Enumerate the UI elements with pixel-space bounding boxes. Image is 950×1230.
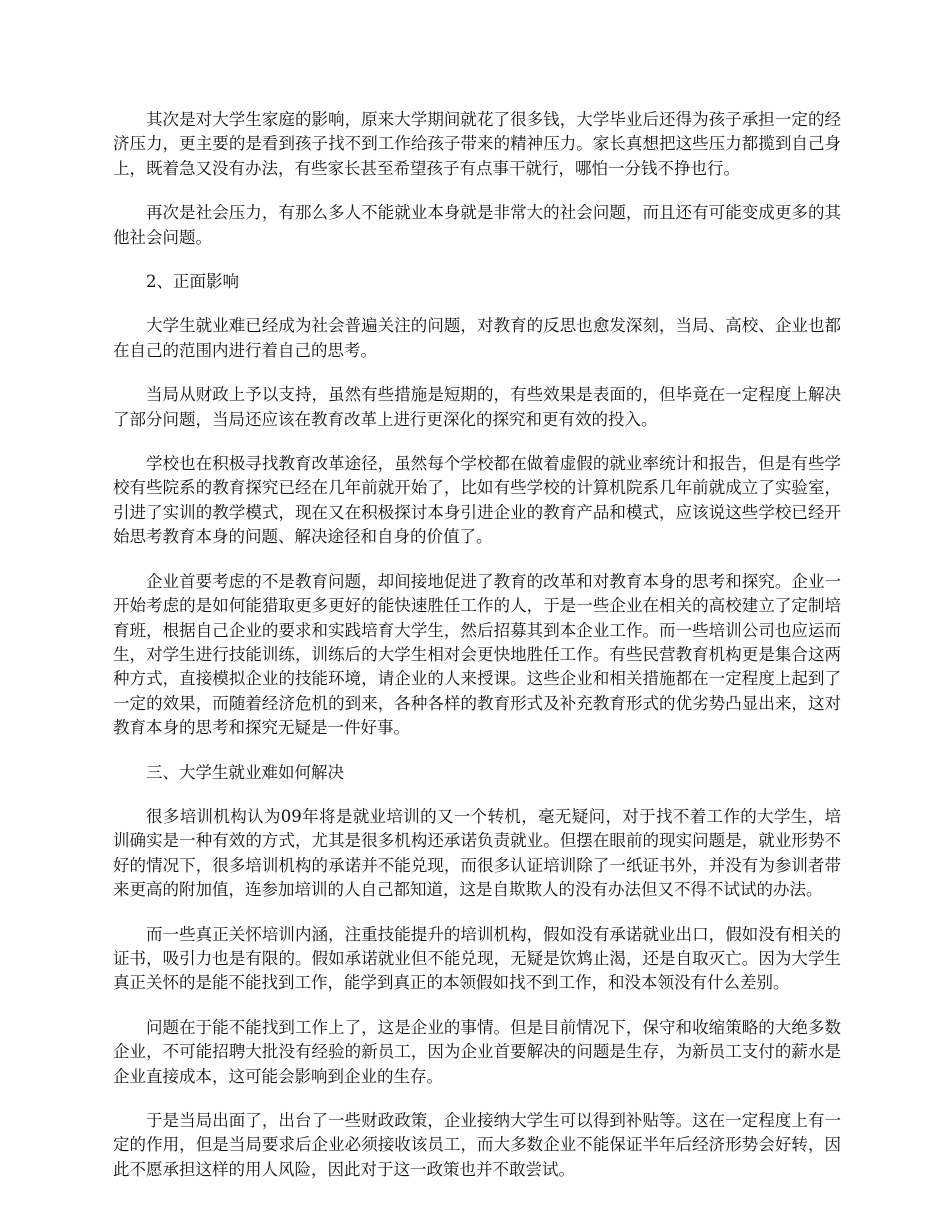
document-page: [113, 108, 841, 1202]
paragraph-reflection: 大学生就业难已经成为社会普遍关注的问题，对教育的反思也愈发深刻，当局、高校、企业也都在自己的范围内进行着自己的思考。: [113, 316, 841, 360]
paragraph-training-institutions: 很多培训机构认为09年将是就业培训的又一个转机，毫无疑问，对于找不着工作的大学生，培训确实是一种有效的方式，尤其是很多机构还承诺负责就业。但摆在眼前的现实问题是，就业形势不好的情况下，很多培训机构的承诺并不能兑现，而很多认证培训除了一纸证书外，并没有为参训者带来更高的附加值，连参加培训的人自己都知道，这是自欺欺人的没有办法但又不得不试试的办法。: [113, 806, 841, 900]
paragraph-school-reform: 学校也在积极寻找教育改革途径，虽然每个学校都在做着虚假的就业率统计和报告，但是有些学校有些院系的教育探究已经在几年前就开始了，比如有些学校的计算机院系几年前就成立了实验室，引进了实训的教学模式，现在又在积极探讨本身引进企业的教育产品和模式，应该说这些学校已经开始思考教育本身的问题、解决途径和自身的价值了。: [113, 454, 841, 547]
paragraph-finding-work: 问题在于能不能找到工作上了，这是企业的事情。但是目前情况下，保守和收缩策略的大绝多数企业，不可能招聘大批没有经验的新员工，因为企业首要解决的问题是生存，为新员工支付的薪水是企业直接成本，这可能会影响到企业的生存。: [113, 1017, 841, 1086]
paragraph-skill-training: 而一些真正关怀培训内涵，注重技能提升的培训机构，假如没有承诺就业出口，假如没有相关的证书，吸引力也是有限的。假如承诺就业但不能兑现，无疑是饮鸩止渴，还是自取灭亡。因为大学生真正关怀的是能不能找到工作，能学到真正的本领假如找不到工作，和没本领没有什么差别。: [113, 924, 841, 993]
paragraph-social-pressure: 再次是社会压力，有那么多人不能就业本身就是非常大的社会问题，而且还有可能变成更多的其他社会问题。: [113, 203, 841, 247]
paragraph-government-support: 当局从财政上予以支持，虽然有些措施是短期的，有些效果是表面的，但毕竟在一定程度上解决了部分问题，当局还应该在教育改革上进行更深化的探究和更有效的投入。: [113, 385, 841, 429]
paragraph-family-impact: 其次是对大学生家庭的影响，原来大学期间就花了很多钱，大学毕业后还得为孩子承担一定的经济压力，更主要的是看到孩子找不到工作给孩子带来的精神压力。家长真想把这些压力都揽到自己身上，既着急又没有办法，有些家长甚至希望孩子有点事干就行，哪怕一分钱不挣也行。: [113, 110, 841, 178]
section-heading-solutions: 三、大学生就业难如何解决: [146, 762, 344, 782]
section-heading-positive-impact: 2、正面影响: [146, 272, 239, 292]
paragraph-enterprise: 企业首要考虑的不是教育问题，却间接地促进了教育的改革和对教育本身的思考和探究。企业一开始考虑的是如何能猎取更多更好的能快速胜任工作的人，于是一些企业在相关的高校建立了定制培育班，根据自己企业的要求和实践培育大学生，然后招募其到本企业工作。而一些培训公司也应运而生，对学生进行技能训练，训练后的大学生相对会更快地胜任工作。有些民营教育机构更是集合这两种方式，直接模拟企业的技能环境，请企业的人来授课。这些企业和相关措施都在一定程度上起到了一定的效果，而随着经济危机的到来，各种各样的教育形式及补充教育形式的优劣势凸显出来，这对教育本身的思考和探究无疑是一件好事。: [113, 571, 841, 738]
paragraph-government-policy: 于是当局出面了，出台了一些财政政策，企业接纳大学生可以得到补贴等。这在一定程度上有一定的作用，但是当局要求后企业必须接收该员工，而大多数企业不能保证半年后经济形势会好转，因此不愿承担这样的用人风险，因此对于这一政策也并不敢尝试。: [113, 1111, 841, 1179]
